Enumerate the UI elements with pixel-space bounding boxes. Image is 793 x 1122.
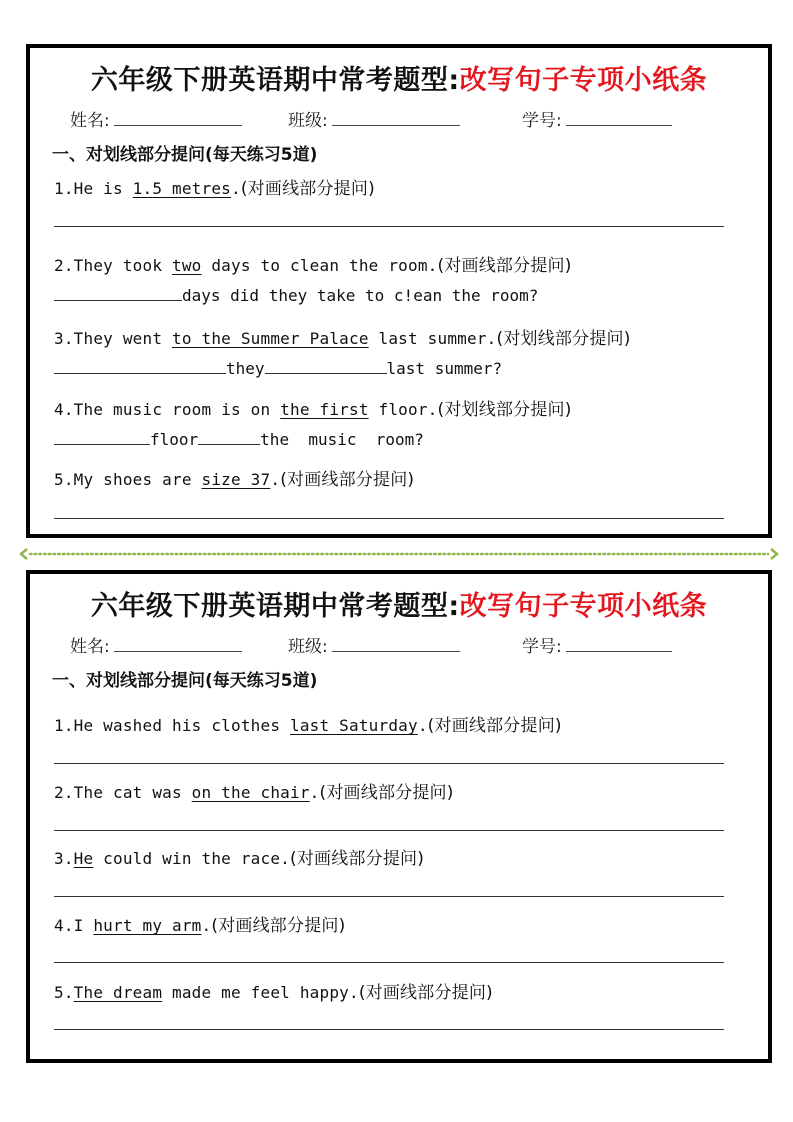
answer-line-1[interactable]: [54, 226, 724, 227]
answer-blank[interactable]: [54, 285, 182, 301]
underlined-part: 1.5 metres: [132, 179, 231, 198]
question-2: 2.They took two days to clean the room.(对画线部分提问): [54, 256, 572, 276]
class-label: 班级:: [288, 111, 328, 131]
question-2: 2.The cat was on the chair.(对画线部分提问): [54, 783, 454, 803]
section-title: 一、对划线部分提问(每天练习5道): [52, 145, 318, 165]
question-1: 1.He washed his clothes last Saturday.(对画线部分提问): [54, 716, 562, 736]
underlined-part: to the Summer Palace: [172, 329, 369, 348]
question-1: 1.He is 1.5 metres.(对画线部分提问): [54, 179, 375, 199]
answer-line-1[interactable]: [54, 763, 724, 764]
name-field[interactable]: [70, 106, 242, 131]
name-field[interactable]: [70, 632, 242, 657]
answer-fill-4: floor the music room?: [54, 429, 424, 449]
practice-slip-top: [26, 44, 772, 538]
question-5: 5.My shoes are size 37.(对画线部分提问): [54, 470, 415, 490]
chevron-right-icon: [771, 549, 777, 559]
practice-slip-bottom: [26, 570, 772, 1063]
section-title: 一、对划线部分提问(每天练习5道): [52, 671, 318, 691]
class-field[interactable]: [288, 632, 460, 657]
id-label: 学号:: [522, 637, 562, 657]
title-black-part: 六年级下册英语期中常考题型:: [90, 591, 460, 622]
answer-blank[interactable]: [198, 429, 260, 445]
underlined-part: size 37: [201, 470, 271, 489]
slip-title: [30, 58, 768, 97]
answer-blank[interactable]: [54, 358, 226, 374]
answer-blank[interactable]: [265, 358, 387, 374]
name-blank[interactable]: [114, 110, 242, 126]
chevron-left-icon: [21, 549, 27, 559]
answer-fill-3: they last summer?: [54, 358, 502, 378]
name-label: 姓名:: [70, 111, 110, 131]
class-label: 班级:: [288, 637, 328, 657]
underlined-part: two: [172, 256, 202, 275]
answer-line-2[interactable]: [54, 830, 724, 831]
underlined-part: He: [73, 849, 94, 868]
question-3: 3.He could win the race.(对画线部分提问): [54, 849, 425, 869]
answer-line-3[interactable]: [54, 896, 724, 897]
question-4: 4.I hurt my arm.(对画线部分提问): [54, 916, 346, 936]
slip-title: [30, 584, 768, 623]
class-field[interactable]: [288, 106, 460, 131]
title-black-part: 六年级下册英语期中常考题型:: [90, 65, 460, 96]
answer-line-4[interactable]: [54, 962, 724, 963]
answer-blank[interactable]: [54, 429, 150, 445]
underlined-part: The dream: [73, 983, 163, 1002]
underlined-part: on the chair: [191, 783, 310, 802]
student-id-field[interactable]: [522, 632, 672, 657]
answer-line-5[interactable]: [54, 1029, 724, 1030]
underlined-part: the first: [280, 400, 369, 419]
id-blank[interactable]: [566, 110, 672, 126]
answer-line-5[interactable]: [54, 518, 724, 519]
title-red-part: 改写句子专项小纸条: [459, 65, 708, 96]
class-blank[interactable]: [332, 110, 460, 126]
answer-fill-2: days did they take to c!ean the room?: [54, 285, 538, 305]
question-3: 3.They went to the Summer Palace last summer.(对划线部分提问): [54, 329, 631, 349]
name-blank[interactable]: [114, 636, 242, 652]
question-4: 4.The music room is on the first floor.(对划线部分提问): [54, 400, 572, 420]
id-label: 学号:: [522, 111, 562, 131]
title-red-part: 改写句子专项小纸条: [459, 591, 708, 622]
id-blank[interactable]: [566, 636, 672, 652]
underlined-part: hurt my arm: [93, 916, 202, 935]
underlined-part: last Saturday: [290, 716, 418, 735]
class-blank[interactable]: [332, 636, 460, 652]
question-5: 5.The dream made me feel happy.(对画线部分提问): [54, 983, 493, 1003]
name-label: 姓名:: [70, 637, 110, 657]
student-id-field[interactable]: [522, 106, 672, 131]
cut-separator: [18, 546, 780, 560]
